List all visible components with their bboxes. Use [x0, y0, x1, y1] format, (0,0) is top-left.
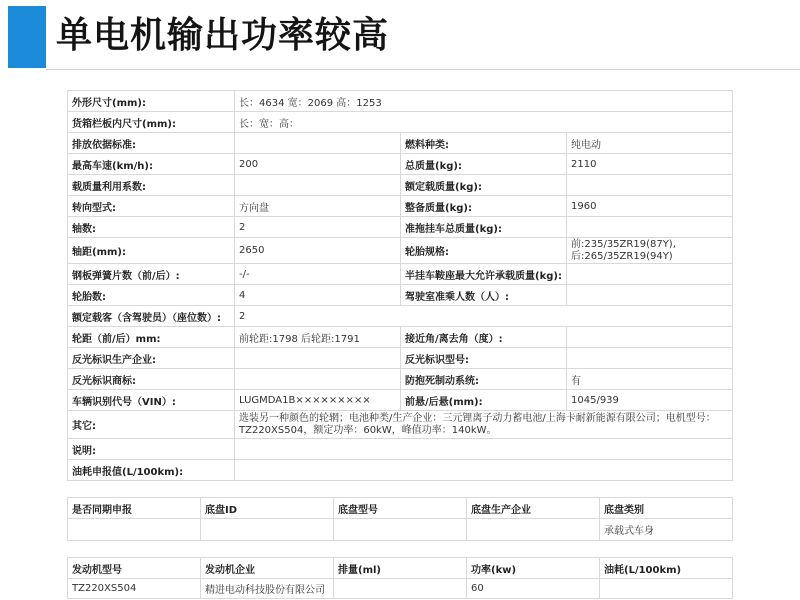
chassis-header: 底盘生产企业 — [467, 498, 600, 519]
spec-label: 排放依据标准: — [68, 133, 235, 154]
engine-cell — [600, 579, 733, 599]
engine-cell: 精进电动科技股份有限公司 — [201, 579, 334, 599]
spec-value: 4 — [235, 285, 401, 306]
engine-header: 油耗(L/100km) — [600, 558, 733, 579]
engine-data-row — [68, 579, 733, 599]
spec-label: 轴数: — [68, 217, 235, 238]
spec-row-other — [68, 411, 733, 439]
spec-label: 接近角/离去角（度）: — [401, 327, 567, 348]
spec-label: 轮距（前/后）mm: — [68, 327, 235, 348]
spec-row — [68, 327, 733, 348]
chassis-cell — [201, 519, 334, 541]
spec-row-fuel-consumption — [68, 460, 733, 481]
spec-label: 防抱死制动系统: — [401, 369, 567, 390]
spec-label: 驾驶室准乘人数（人）: — [401, 285, 567, 306]
spec-value — [235, 439, 733, 460]
page-title: 单电机输出功率较高 — [56, 15, 390, 56]
spec-label: 说明: — [68, 439, 235, 460]
spec-row — [68, 238, 733, 264]
spec-value: 前轮距:1798 后轮距:1791 — [235, 327, 401, 348]
spec-label: 货箱栏板内尺寸(mm): — [68, 112, 235, 133]
spec-value: 有 — [567, 369, 733, 390]
spec-value: 方向盘 — [235, 196, 401, 217]
engine-cell — [334, 579, 467, 599]
spec-label: 燃料种类: — [401, 133, 567, 154]
spec-value — [567, 217, 733, 238]
chassis-header: 是否同期申报 — [68, 498, 201, 519]
spec-label: 转向型式: — [68, 196, 235, 217]
spec-value — [235, 175, 401, 196]
spec-value: 2 — [235, 306, 733, 327]
engine-cell: 60 — [467, 579, 600, 599]
chassis-table — [67, 497, 733, 541]
title-bar — [0, 0, 800, 70]
chassis-header: 底盘类别 — [600, 498, 733, 519]
spec-value: 1045/939 — [567, 390, 733, 411]
spec-value — [235, 460, 733, 481]
spec-label: 载质量利用系数: — [68, 175, 235, 196]
spec-label: 整备质量(kg): — [401, 196, 567, 217]
spec-label: 前悬/后悬(mm): — [401, 390, 567, 411]
spec-row-notes — [68, 439, 733, 460]
spec-value — [567, 348, 733, 369]
vehicle-spec-table — [67, 90, 733, 481]
spec-value: 200 — [235, 154, 401, 175]
spec-label: 反光标识商标: — [68, 369, 235, 390]
spec-label: 轮胎规格: — [401, 238, 567, 264]
spec-label: 外形尺寸(mm): — [68, 91, 235, 112]
spec-value-tire-size: 前:235/35ZR19(87Y), 后:265/35ZR19(94Y) — [567, 238, 733, 264]
spec-label: 钢板弹簧片数（前/后）: — [68, 264, 235, 285]
engine-header: 发动机型号 — [68, 558, 201, 579]
chassis-cell: 承载式车身 — [600, 519, 733, 541]
spec-row — [68, 133, 733, 154]
chassis-cell — [467, 519, 600, 541]
spec-value — [235, 348, 401, 369]
spec-label: 准拖挂车总质量(kg): — [401, 217, 567, 238]
spec-label: 反光标识生产企业: — [68, 348, 235, 369]
spec-value — [567, 264, 733, 285]
chassis-header-row — [68, 498, 733, 519]
spec-value-other: 选装另一种颜色的轮辋；电池种类/生产企业：三元锂离子动力蓄电池/上海卡耐新能源有限公司；电机型号：TZ220XS504，额定功率：60kW，峰值功率：140kW。 — [235, 411, 733, 439]
spec-row — [68, 217, 733, 238]
spec-value — [567, 285, 733, 306]
spec-value: 长：宽：高： — [235, 112, 733, 133]
spec-value: -/- — [235, 264, 401, 285]
spec-row — [68, 196, 733, 217]
spec-value: 2650 — [235, 238, 401, 264]
spec-row-cargo-box — [68, 112, 733, 133]
chassis-cell — [68, 519, 201, 541]
spec-row-seating — [68, 306, 733, 327]
spec-value: 长：4634 宽：2069 高：1253 — [235, 91, 733, 112]
engine-header: 发动机企业 — [201, 558, 334, 579]
spec-label: 其它: — [68, 411, 235, 439]
chassis-header: 底盘ID — [201, 498, 334, 519]
spec-label: 轮胎数: — [68, 285, 235, 306]
engine-table — [67, 557, 733, 599]
spec-label: 最高车速(km/h): — [68, 154, 235, 175]
engine-cell: TZ220XS504 — [68, 579, 201, 599]
spec-value: 2 — [235, 217, 401, 238]
spec-value — [567, 327, 733, 348]
spec-value — [235, 133, 401, 154]
chassis-cell — [334, 519, 467, 541]
chassis-data-row — [68, 519, 733, 541]
spec-value: 纯电动 — [567, 133, 733, 154]
engine-header-row — [68, 558, 733, 579]
spec-label: 轴距(mm): — [68, 238, 235, 264]
spec-label: 油耗申报值(L/100km): — [68, 460, 235, 481]
spec-value: 2110 — [567, 154, 733, 175]
spec-row — [68, 369, 733, 390]
spec-value — [567, 175, 733, 196]
spec-row-dimensions — [68, 91, 733, 112]
spec-label: 额定载质量(kg): — [401, 175, 567, 196]
engine-header: 功率(kw) — [467, 558, 600, 579]
spec-row — [68, 264, 733, 285]
chassis-header: 底盘型号 — [334, 498, 467, 519]
spec-value-vin: LUGMDA1B××××××××× — [235, 390, 401, 411]
spec-row — [68, 348, 733, 369]
engine-header: 排量(ml) — [334, 558, 467, 579]
spec-row — [68, 390, 733, 411]
spec-row — [68, 154, 733, 175]
spec-label: 车辆识别代号（VIN）: — [68, 390, 235, 411]
spec-label: 额定载客（含驾驶员）（座位数）: — [68, 306, 235, 327]
spec-label: 总质量(kg): — [401, 154, 567, 175]
title-accent-bar — [8, 6, 46, 68]
spec-value: 1960 — [567, 196, 733, 217]
title-divider — [46, 69, 800, 70]
spec-label: 反光标识型号: — [401, 348, 567, 369]
spec-row — [68, 285, 733, 306]
spec-row — [68, 175, 733, 196]
spec-value — [235, 369, 401, 390]
spec-label: 半挂车鞍座最大允许承载质量(kg): — [401, 264, 567, 285]
